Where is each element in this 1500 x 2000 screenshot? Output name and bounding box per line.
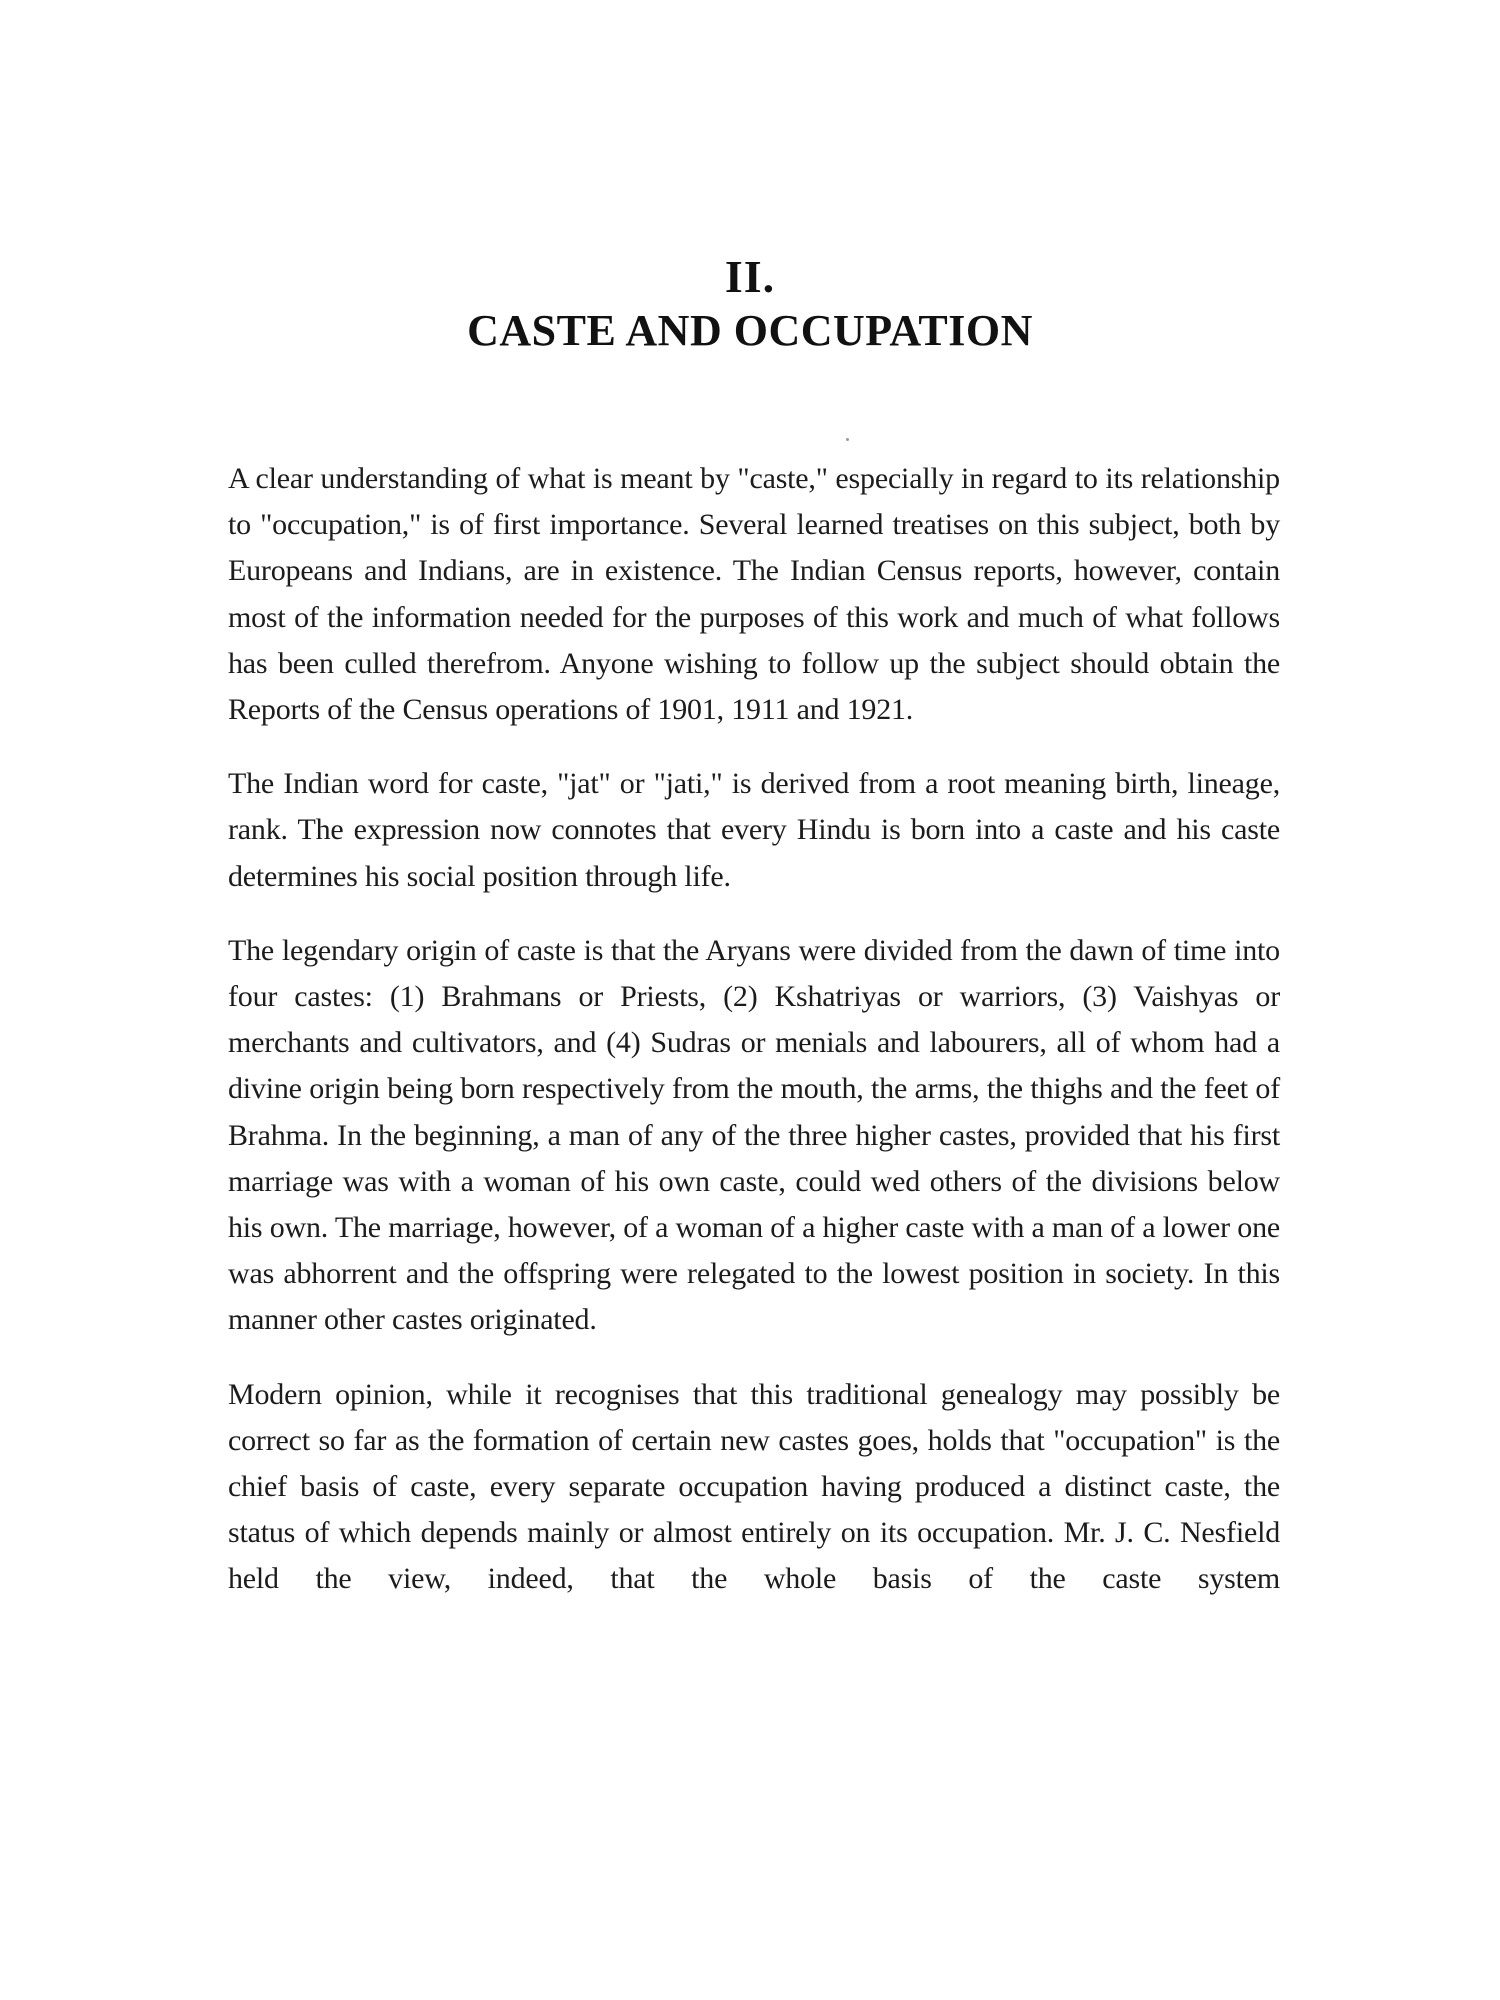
paragraph-word-jati: The Indian word for caste, "jat" or "jati," is derived from a root meaning birth, lineage, rank. The expression now connotes that every Hindu is born into a caste and his caste determines his social position through life. xyxy=(228,767,1280,893)
body-text xyxy=(228,456,1280,1631)
chapter-heading xyxy=(0,252,1500,356)
paragraph-modern-opinion: Modern opinion, while it recognises that this traditional genealogy may possibly be correct so far as the formation of certain new castes goes, holds that "occupation" is the chief basis of caste, every separate occupation having produced a distinct caste, the status of which depends mainly or almost entirely on its occupation. Mr. J. C. Nesfield held the view, indeed, that the whole basis of the caste system xyxy=(228,1377,1280,1596)
chapter-number: II. xyxy=(724,251,776,302)
paragraph-legendary-origin: The legendary origin of caste is that the Aryans were divided from the dawn of time into four castes: (1) Brahmans or Priests, (2) Kshatriyas or warriors, (3) Vaishyas or merchants and cultivators, and (4) Sudras or menials and labourers, all of whom had a divine origin being born respectively from the mouth, the arms, the thighs and the feet of Brahma. In the beginning, a man of any of the three higher castes, provided that his first marriage was with a woman of his own caste, could wed others of the divisions below his own. The marriage, however, of a woman of a higher caste with a man of a lower one was abhorrent and the offspring were relegated to the lowest position in society. In this manner other castes originated. xyxy=(228,933,1280,1337)
scan-speck xyxy=(846,438,849,441)
paragraph-census-reports: A clear understanding of what is meant by "caste," especially in regard to its relationship to "occupation," is of first importance. Several learned treatises on this subject, both by Europeans and Indians, are in existence. The Indian Census reports, however, contain most of the information needed for the purposes of this work and much of what follows has been culled therefrom. Anyone wishing to follow up the subject should obtain the Reports of the Census operations of 1901, 1911 and 1921. xyxy=(228,462,1280,727)
chapter-title: CASTE AND OCCUPATION xyxy=(467,306,1033,355)
